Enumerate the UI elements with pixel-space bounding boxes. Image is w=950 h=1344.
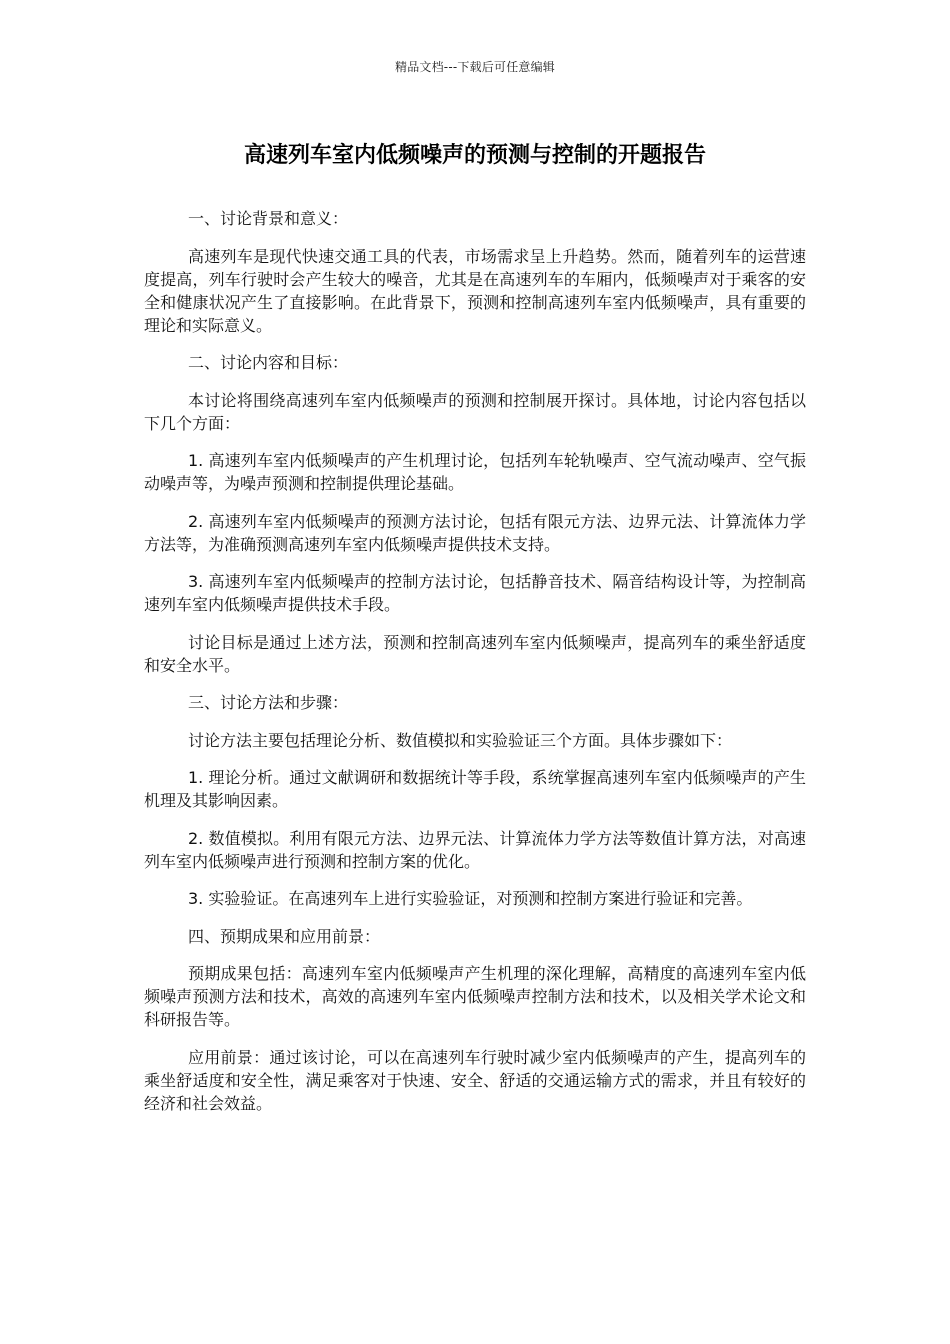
- document-body: [144, 207, 806, 1129]
- paragraph-goals: 讨论目标是通过上述方法，预测和控制高速列车室内低频噪声，提高列车的乘坐舒适度和安全水平。: [144, 632, 806, 675]
- section-heading-methods: 三、讨论方法和步骤：: [188, 693, 349, 712]
- list-item-method-2: 2. 数值模拟。利用有限元方法、边界元法、计算流体力学方法等数值计算方法，对高速列车室内低频噪声进行预测和控制方案的优化。: [144, 828, 806, 871]
- paragraph-background: 高速列车是现代快速交通工具的代表，市场需求呈上升趋势。然而，随着列车的运营速度提高，列车行驶时会产生较大的噪音，尤其是在高速列车的车厢内，低频噪声对于乘客的安全和健康状况产生了直接影响。在此背景下，预测和控制高速列车室内低频噪声，具有重要的理论和实际意义。: [144, 246, 806, 335]
- header-note: 精品文档---下载后可任意编辑: [395, 60, 555, 74]
- list-item-content-2: 2. 高速列车室内低频噪声的预测方法讨论，包括有限元方法、边界元法、计算流体力学方法等，为准确预测高速列车室内低频噪声提供技术支持。: [144, 511, 806, 554]
- paragraph-expected-outcomes: 预期成果包括：高速列车室内低频噪声产生机理的深化理解，高精度的高速列车室内低频噪声预测方法和技术，高效的高速列车室内低频噪声控制方法和技术，以及相关学术论文和科研报告等。: [144, 964, 806, 1029]
- section-heading-content-goals: 二、讨论内容和目标：: [188, 353, 349, 372]
- document-title: 高速列车室内低频噪声的预测与控制的开题报告: [243, 143, 706, 168]
- list-item-method-3: 3. 实验验证。在高速列车上进行实验验证，对预测和控制方案进行验证和完善。: [188, 889, 753, 908]
- section-heading-background: 一、讨论背景和意义：: [188, 209, 349, 228]
- list-item-content-1: 1. 高速列车室内低频噪声的产生机理讨论，包括列车轮轨噪声、空气流动噪声、空气振动噪声等，为噪声预测和控制提供理论基础。: [144, 451, 806, 493]
- list-item-content-3: 3. 高速列车室内低频噪声的控制方法讨论，包括静音技术、隔音结构设计等，为控制高速列车室内低频噪声提供技术手段。: [144, 572, 806, 614]
- paragraph-content-intro: 本讨论将围绕高速列车室内低频噪声的预测和控制展开探讨。具体地，讨论内容包括以下几个方面：: [144, 390, 806, 433]
- paragraph-methods-intro: 讨论方法主要包括理论分析、数值模拟和实验验证三个方面。具体步骤如下：: [188, 730, 733, 750]
- paragraph-application-prospects: 应用前景：通过该讨论，可以在高速列车行驶时减少室内低频噪声的产生，提高列车的乘坐舒适度和安全性，满足乘客对于快速、安全、舒适的交通运输方式的需求，并且有较好的经济和社会效益。: [144, 1047, 806, 1113]
- section-heading-outcomes: 四、预期成果和应用前景：: [188, 926, 381, 946]
- list-item-method-1: 1. 理论分析。通过文献调研和数据统计等手段，系统掌握高速列车室内低频噪声的产生机理及其影响因素。: [144, 768, 806, 810]
